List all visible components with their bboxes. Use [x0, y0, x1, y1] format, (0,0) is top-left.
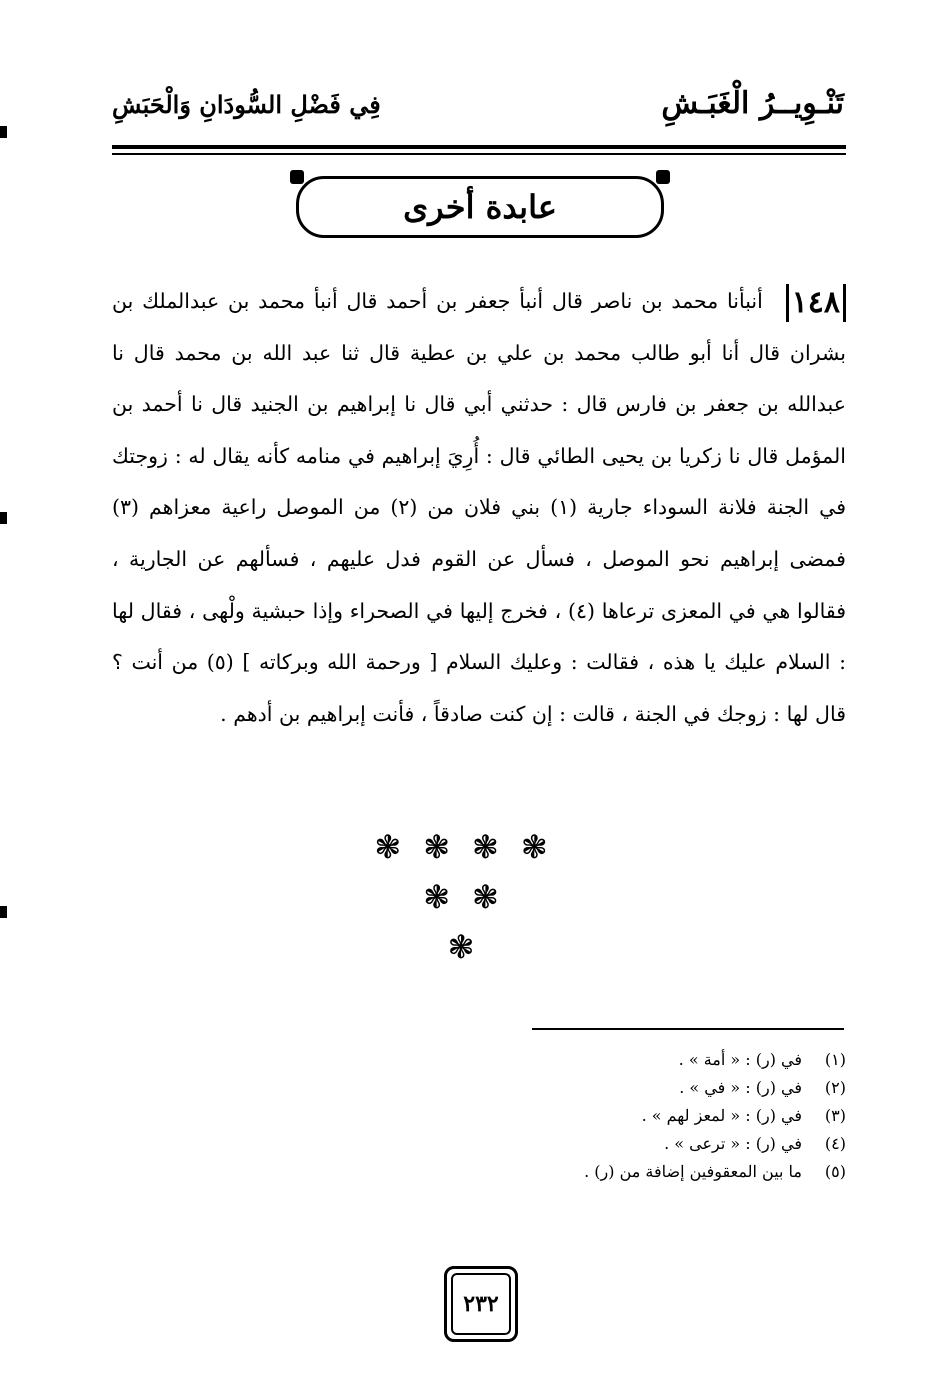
- footnote-number: (٥): [824, 1162, 846, 1181]
- text-line-8: فخرج إليها في الصحراء وإذا حبشية ولْهى ، فقال لها : السلام عليك يا هذه ،: [112, 598, 846, 675]
- footnote-text: في (ر) : « لمعز لهم » .: [641, 1106, 802, 1125]
- text-line-10: في الجنة ، قالت : إن كنت صادقاً ، فأنت إبراهيم بن أدهم .: [220, 701, 711, 726]
- footnotes: [420, 1046, 846, 1186]
- scan-edge-mark: [0, 512, 7, 524]
- ornament-row-2: ❃❃: [423, 878, 521, 916]
- footnote-number: (٤): [824, 1134, 846, 1153]
- text-line-9: فقالت : وعليك السلام [ ورحمة الله وبركاته ] (٥) من أنت ؟ قال لها : زوجك: [112, 650, 846, 726]
- text-line-6: فلان من (٢) من الموصل راعية معزاهم (٣) فمضى إبراهيم نحو الموصل ، فسأل: [112, 495, 846, 571]
- footnote-4: [420, 1130, 846, 1158]
- hadith-text: [112, 276, 846, 740]
- running-header-subtitle: فِي فَضْلِ السُّودَانِ وَالْحَبَشِ: [112, 90, 381, 119]
- footnote-text: ما بين المعقوفين إضافة من (ر) .: [584, 1162, 802, 1181]
- page-number-frame: [444, 1266, 518, 1342]
- ornament-row-3: ❃: [447, 928, 497, 966]
- section-title-frame: [296, 176, 664, 238]
- footnote-text: في (ر) : « ترعى » .: [664, 1134, 802, 1153]
- text-line-1: أنبأنا محمد بن ناصر قال أنبأ جعفر بن أحمد قال أنبأ محمد: [258, 289, 763, 313]
- footnote-1: [420, 1046, 846, 1074]
- footnote-text: في (ر) : « في » .: [679, 1078, 802, 1097]
- footnote-number: (١): [824, 1050, 846, 1069]
- text-line-5: إبراهيم في منامه كأنه يقال له : زوجتك في الجنة فلانة السوداء جارية (١) بني: [112, 443, 847, 520]
- page-number: ٢٣٢: [463, 1291, 499, 1317]
- header-rule-thin: [112, 153, 846, 155]
- header-rule-thick: [112, 145, 846, 149]
- footnote-rule: [532, 1028, 844, 1030]
- scan-edge-mark: [0, 906, 7, 918]
- scan-edge-mark: [0, 126, 7, 138]
- text-line-4: بن الجنيد قال نا أحمد بن المؤمل قال نا زكريا بن يحيى الطائي قال : أُرِيَ: [112, 392, 846, 468]
- section-title: عابدة أخرى: [403, 188, 557, 226]
- footnote-5: [420, 1158, 846, 1186]
- footnote-number: (٣): [824, 1106, 846, 1125]
- text-line-2: بن عبدالملك بن بشران قال أنا أبو طالب محمد بن علي بن عطية قال ثنا عبد: [112, 289, 846, 365]
- running-header-title: تَنْـوِيــرُ الْغَبَـشِ: [661, 86, 844, 121]
- footnote-3: [420, 1102, 846, 1130]
- footnote-number: (٢): [824, 1078, 846, 1097]
- hadith-number: ١٤٨: [786, 284, 846, 322]
- text-line-3: الله بن محمد قال نا عبدالله بن جعفر بن فارس قال : حدثني أبي قال نا إبراهيم: [112, 340, 846, 417]
- footnote-text: في (ر) : « أمة » .: [678, 1050, 802, 1069]
- footnote-2: [420, 1074, 846, 1102]
- text-line-7: عن القوم فدل عليهم ، فسألهم عن الجارية ، فقالوا هي في المعزى ترعاها (٤) ،: [112, 546, 846, 623]
- ornament-row-1: ❃❃❃❃: [374, 828, 570, 866]
